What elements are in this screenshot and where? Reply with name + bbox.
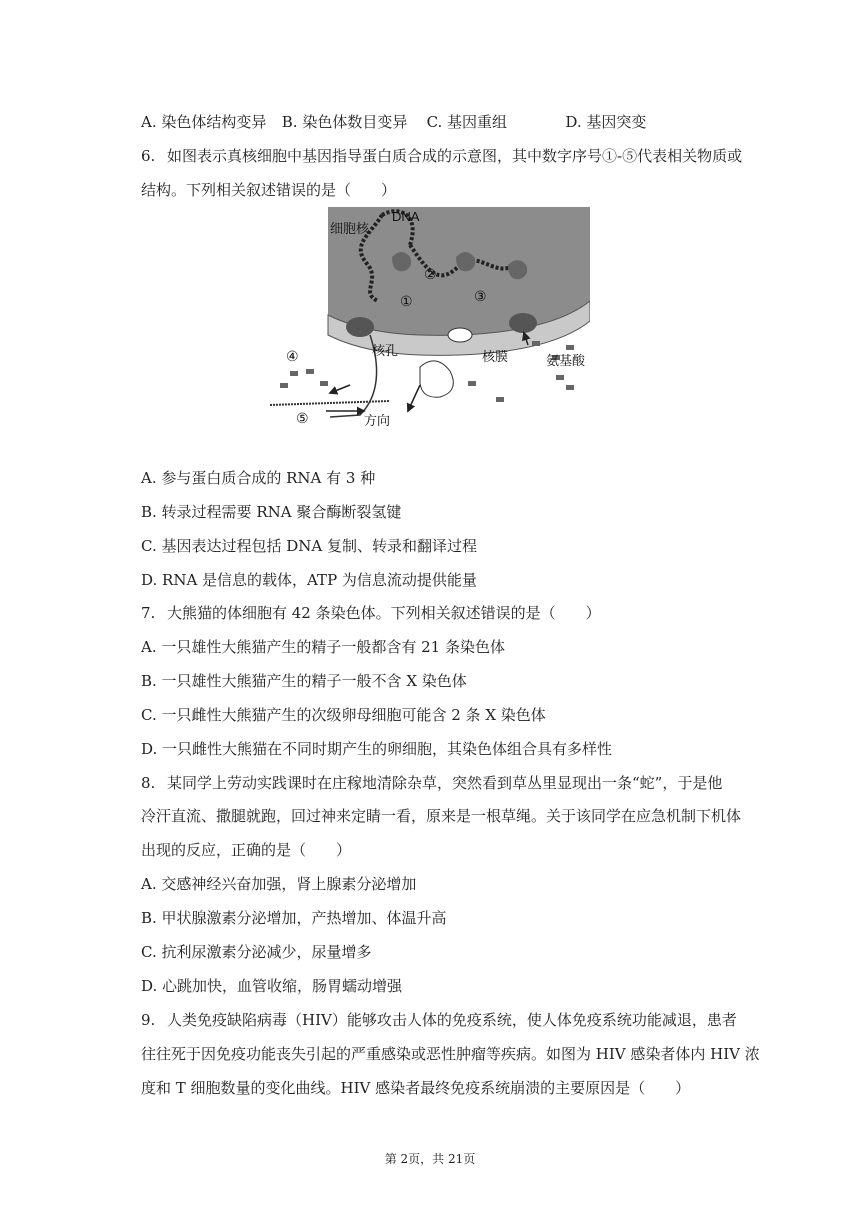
q8-stem-line1 [141, 773, 722, 793]
label-nuclear-membrane: 核膜 [482, 349, 509, 364]
label-n4: ④ [286, 349, 299, 365]
protein-synthesis-figure [260, 205, 590, 431]
q7-option-b: B. 一只雄性大熊猫产生的精子一般不含 X 染色体 [141, 672, 467, 690]
q7-option-a: A. 一只雄性大熊猫产生的精子一般都含有 21 条染色体 [141, 638, 505, 656]
q5-option-c: C. 基因重组 [426, 113, 508, 131]
q5-option-b: B. 染色体数目变异 [281, 113, 408, 131]
q9-stem-line1 [141, 1010, 737, 1030]
q6-stem-text1: 如图表示真核细胞中基因指导蛋白质合成的示意图，其中数字序号①-⑤代表相关物质或 [167, 147, 743, 165]
label-n1: ① [400, 294, 413, 310]
q9-stem-line3: 度和 T 细胞数量的变化曲线。HIV 感染者最终免疫系统崩溃的主要原因是（ ） [141, 1079, 691, 1097]
label-amino-acid: 氨基酸 [546, 353, 586, 368]
q6-stem-line1 [141, 146, 742, 166]
q9-stem-text1: 人类免疫缺陷病毒（HIV）能够攻击人体的免疫系统，使人体免疫系统功能减退，患者 [167, 1011, 737, 1029]
q7-stem [141, 603, 601, 623]
vesicle [448, 328, 472, 342]
label-nucleus: 细胞核 [330, 221, 370, 236]
label-n2: ② [424, 267, 437, 283]
q7-stem-text: 大熊猫的体细胞有 42 条染色体。下列相关叙述错误的是（ ） [167, 604, 601, 622]
label-dna: DNA [392, 209, 420, 224]
ribosome-left [346, 317, 374, 337]
q6-option-b: B. 转录过程需要 RNA 聚合酶断裂氢键 [141, 503, 402, 521]
label-n5: ⑤ [296, 411, 309, 427]
q8-option-d: D. 心跳加快，血管收缩，肠胃蠕动增强 [141, 977, 403, 995]
q5-option-d: D. 基因突变 [565, 113, 647, 131]
q8-option-a: A. 交感神经兴奋加强，肾上腺素分泌增加 [141, 875, 417, 893]
q6-option-d: D. RNA 是信息的载体，ATP 为信息流动提供能量 [141, 571, 477, 589]
q8-stem-text1: 某同学上劳动实践课时在庄稼地清除杂草，突然看到草丛里显现出一条“蛇”，于是他 [167, 774, 723, 792]
label-direction: 方向 [364, 413, 391, 428]
q8-option-b: B. 甲状腺激素分泌增加，产热增加、体温升高 [141, 909, 447, 927]
q9-number: 9. [141, 1011, 156, 1029]
ribosome-right [509, 313, 537, 333]
q5-options [141, 112, 646, 132]
q8-stem-line2: 冷汗直流、撒腿就跑，回过神来定睛一看，原来是一根草绳。关于该同学在应急机制下机体 [141, 807, 742, 825]
q6-option-a: A. 参与蛋白质合成的 RNA 有 3 种 [141, 469, 376, 487]
page-footer: 第 2页，共 21页 [384, 1152, 476, 1166]
q7-option-d: D. 一只雌性大熊猫在不同时期产生的卵细胞，其染色体组合具有多样性 [141, 740, 613, 758]
q7-number: 7. [141, 604, 156, 622]
q6-stem-line2: 结构。下列相关叙述错误的是（ ） [141, 181, 397, 199]
label-nuclear-pore: 核孔 [372, 343, 399, 358]
q5-option-a: A. 染色体结构变异 [141, 113, 267, 131]
q8-option-c: C. 抗利尿激素分泌减少，尿量增多 [141, 943, 372, 961]
q8-stem-line3: 出现的反应，正确的是（ ） [141, 841, 352, 859]
q6-number: 6. [141, 147, 156, 165]
label-n3: ③ [474, 289, 487, 305]
q9-stem-line2: 往往死于因免疫功能丧失引起的严重感染或恶性肿瘤等疾病。如图为 HIV 感染者体内 HIV 浓 [141, 1045, 760, 1063]
q7-option-c: C. 一只雌性大熊猫产生的次级卵母细胞可能含 2 条 X 染色体 [141, 706, 546, 724]
q6-option-c: C. 基因表达过程包括 DNA 复制、转录和翻译过程 [141, 537, 478, 555]
q8-number: 8. [141, 774, 156, 792]
